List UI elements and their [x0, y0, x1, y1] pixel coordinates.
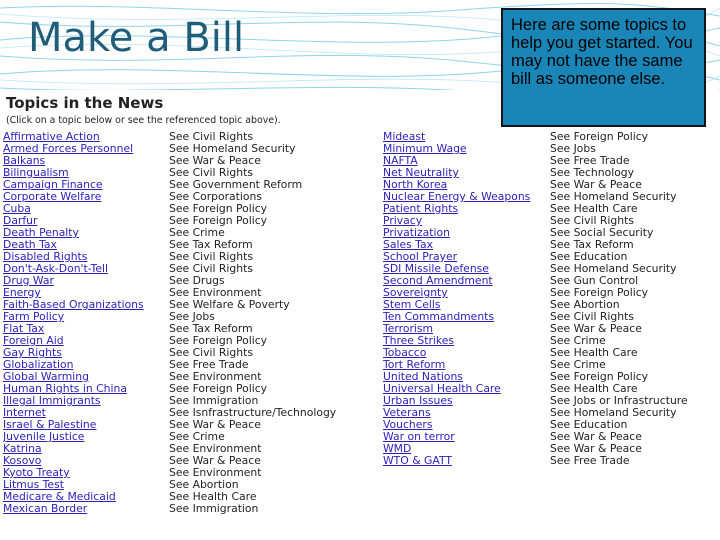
see-reference: See Gun Control [550, 275, 639, 287]
topic-link[interactable]: Second Amendment [383, 275, 493, 287]
topic-row [383, 419, 718, 431]
see-reference: See Health Care [550, 347, 638, 359]
see-reference: See Environment [169, 467, 262, 479]
topic-row [383, 407, 718, 419]
topic-row [3, 143, 374, 155]
topics-left-column [3, 131, 374, 515]
see-reference: See Homeland Security [550, 407, 677, 419]
topic-link[interactable]: Litmus Test [3, 479, 64, 491]
slide-title: Make a Bill [28, 15, 245, 61]
topic-row [3, 467, 374, 479]
see-reference: See Technology [550, 167, 635, 179]
see-reference: See Immigration [169, 395, 259, 407]
topic-link[interactable]: Foreign Aid [3, 335, 64, 347]
topics-heading: Topics in the News [6, 94, 164, 112]
topic-link[interactable]: Global Warming [3, 371, 89, 383]
see-reference: See Civil Rights [169, 251, 253, 263]
topic-row [383, 323, 718, 335]
topic-row [3, 419, 374, 431]
topic-row [383, 287, 718, 299]
topic-row [3, 299, 374, 311]
see-reference: See Tax Reform [169, 239, 253, 251]
see-reference: See Drugs [169, 275, 225, 287]
see-reference: See Abortion [550, 299, 620, 311]
topic-link[interactable]: Ten Commandments [383, 311, 495, 323]
see-reference: See Foreign Policy [169, 335, 268, 347]
topic-row [3, 203, 374, 215]
topic-row [3, 263, 374, 275]
see-reference: See Free Trade [169, 359, 249, 371]
topic-link[interactable]: Darfur [3, 215, 38, 227]
topic-link[interactable]: Three Strikes [383, 335, 455, 347]
see-reference: See Jobs [169, 311, 215, 323]
see-reference: See Civil Rights [550, 215, 634, 227]
topic-row [3, 347, 374, 359]
callout-box: Here are some topics to help you get started. You may not have the same bill as someone else. [501, 8, 706, 127]
see-reference: See Civil Rights [550, 311, 634, 323]
see-reference: See War & Peace [169, 455, 261, 467]
topic-row [3, 503, 374, 515]
topic-row [383, 239, 718, 251]
topics-panel [0, 90, 720, 540]
topic-link[interactable]: Nuclear Energy & Weapons [383, 191, 531, 203]
topic-row [383, 215, 718, 227]
topic-row [383, 299, 718, 311]
topic-link[interactable]: Campaign Finance [3, 179, 103, 191]
see-reference: See Isnfrastructure/Technology [169, 407, 337, 419]
topic-row [383, 143, 718, 155]
see-reference: See Immigration [169, 503, 259, 515]
see-reference: See Crime [169, 431, 225, 443]
topic-link[interactable]: Affirmative Action [3, 131, 100, 143]
topic-link[interactable]: Kyoto Treaty [3, 467, 70, 479]
topic-link[interactable]: SDI Missile Defense [383, 263, 489, 275]
topic-link[interactable]: School Prayer [383, 251, 458, 263]
topic-row [3, 287, 374, 299]
topic-link[interactable]: Israel & Palestine [3, 419, 97, 431]
see-reference: See War & Peace [169, 419, 261, 431]
see-reference: See Education [550, 251, 628, 263]
see-reference: See Jobs or Infrastructure [550, 395, 688, 407]
see-reference: See Tax Reform [550, 239, 634, 251]
see-reference: See War & Peace [550, 323, 642, 335]
topic-link[interactable]: Illegal Immigrants [3, 395, 101, 407]
see-reference: See Foreign Policy [169, 215, 268, 227]
topic-link[interactable]: Urban Issues [383, 395, 453, 407]
see-reference: See Education [550, 419, 628, 431]
topic-link[interactable]: War on terror [383, 431, 455, 443]
topic-row [383, 167, 718, 179]
see-reference: See Abortion [169, 479, 239, 491]
topic-link[interactable]: Mideast [383, 131, 426, 143]
see-reference: See Environment [169, 371, 262, 383]
topic-row [383, 311, 718, 323]
topic-row [383, 179, 718, 191]
topic-row [3, 395, 374, 407]
topic-row [383, 443, 718, 455]
see-reference: See War & Peace [169, 155, 261, 167]
topic-link[interactable]: Privatization [383, 227, 450, 239]
see-reference: See War & Peace [550, 431, 642, 443]
see-reference: See Corporations [169, 191, 262, 203]
topic-row [3, 227, 374, 239]
topic-row [3, 455, 374, 467]
topic-link[interactable]: Globalization [3, 359, 74, 371]
topic-row [3, 131, 374, 143]
topic-link[interactable]: Medicare & Medicaid [3, 491, 116, 503]
topic-row [3, 479, 374, 491]
topic-link[interactable]: Stem Cells [383, 299, 441, 311]
see-reference: See Government Reform [169, 179, 303, 191]
see-reference: See Homeland Security [550, 263, 677, 275]
see-reference: See Civil Rights [169, 263, 253, 275]
topic-row [383, 431, 718, 443]
topic-row [3, 371, 374, 383]
see-reference: See Civil Rights [169, 167, 253, 179]
topic-link[interactable]: Internet [3, 407, 46, 419]
see-reference: See War & Peace [550, 443, 642, 455]
topic-link[interactable]: Juvenile Justice [3, 431, 85, 443]
topic-link[interactable]: Patient Rights [383, 203, 459, 215]
topic-link[interactable]: Death Tax [3, 239, 57, 251]
topic-link[interactable]: Sales Tax [383, 239, 433, 251]
topic-link[interactable]: Bilingualism [3, 167, 69, 179]
topic-row [383, 203, 718, 215]
topic-row [383, 263, 718, 275]
topic-link[interactable]: NAFTA [383, 155, 418, 167]
topic-link[interactable]: Katrina [3, 443, 42, 455]
topic-row [3, 311, 374, 323]
topic-link[interactable]: Don't-Ask-Don't-Tell [3, 263, 109, 275]
see-reference: See Homeland Security [550, 191, 677, 203]
see-reference: See Environment [169, 443, 262, 455]
topics-instructions: (Click on a topic below or see the referenced topic above). [6, 115, 281, 126]
topic-link[interactable]: Death Penalty [3, 227, 79, 239]
see-reference: See Health Care [169, 491, 257, 503]
see-reference: See Jobs [550, 143, 596, 155]
topic-row [383, 227, 718, 239]
topic-link[interactable]: Universal Health Care [383, 383, 501, 395]
see-reference: See Crime [169, 227, 225, 239]
topic-row [383, 335, 718, 347]
topic-row [3, 383, 374, 395]
topic-link[interactable]: Privacy [383, 215, 423, 227]
topic-link[interactable]: United Nations [383, 371, 463, 383]
topic-row [383, 383, 718, 395]
see-reference: See Environment [169, 287, 262, 299]
topic-link[interactable]: Human Rights in China [3, 383, 127, 395]
see-reference: See Crime [550, 359, 606, 371]
topic-row [3, 191, 374, 203]
topics-right-column [383, 131, 718, 467]
topic-link[interactable]: Minimum Wage [383, 143, 467, 155]
see-reference: See Social Security [550, 227, 654, 239]
see-reference: See Foreign Policy [550, 131, 649, 143]
topic-row [3, 167, 374, 179]
topic-row [383, 155, 718, 167]
topic-row [3, 215, 374, 227]
topic-row [3, 251, 374, 263]
topic-link[interactable]: North Korea [383, 179, 448, 191]
see-reference: See Civil Rights [169, 131, 253, 143]
topic-row [3, 179, 374, 191]
topic-row [3, 359, 374, 371]
topic-row [383, 371, 718, 383]
see-reference: See War & Peace [550, 179, 642, 191]
topic-row [383, 191, 718, 203]
topic-link[interactable]: Balkans [3, 155, 46, 167]
topic-row [3, 407, 374, 419]
topic-link[interactable]: Mexican Border [3, 503, 88, 515]
topic-link[interactable]: Farm Policy [3, 311, 65, 323]
topic-link[interactable]: Veterans [383, 407, 431, 419]
see-reference: See Free Trade [550, 155, 630, 167]
topic-link[interactable]: Energy [3, 287, 41, 299]
topic-row [383, 251, 718, 263]
topic-row [383, 131, 718, 143]
topic-row [383, 359, 718, 371]
topic-row [3, 239, 374, 251]
topic-link[interactable]: WTO & GATT [383, 455, 452, 467]
topic-row [3, 431, 374, 443]
topic-row [383, 455, 718, 467]
see-reference: See Welfare & Poverty [169, 299, 290, 311]
topic-row [3, 275, 374, 287]
topic-link[interactable]: Kosovo [3, 455, 42, 467]
see-reference: See Health Care [550, 383, 638, 395]
topic-link[interactable]: Drug War [3, 275, 54, 287]
see-reference: See Foreign Policy [550, 287, 649, 299]
topic-row [3, 155, 374, 167]
topic-row [383, 395, 718, 407]
topic-link[interactable]: Cuba [3, 203, 31, 215]
see-reference: See Health Care [550, 203, 638, 215]
topic-link[interactable]: Disabled Rights [3, 251, 88, 263]
topic-row [3, 335, 374, 347]
topic-link[interactable]: Vouchers [383, 419, 433, 431]
see-reference: See Foreign Policy [169, 203, 268, 215]
topic-link[interactable]: Faith-Based Organizations [3, 299, 144, 311]
see-reference: See Homeland Security [169, 143, 296, 155]
topic-row [3, 443, 374, 455]
see-reference: See Crime [550, 335, 606, 347]
topic-link[interactable]: Sovereignty [383, 287, 448, 299]
topic-link[interactable]: Net Neutrality [383, 167, 459, 179]
topic-link[interactable]: Gay Rights [3, 347, 62, 359]
see-reference: See Free Trade [550, 455, 630, 467]
see-reference: See Foreign Policy [169, 383, 268, 395]
topic-link[interactable]: Corporate Welfare [3, 191, 102, 203]
topic-link[interactable]: Tobacco [383, 347, 427, 359]
see-reference: See Tax Reform [169, 323, 253, 335]
topic-link[interactable]: Flat Tax [3, 323, 45, 335]
topic-row [3, 323, 374, 335]
topic-link[interactable]: Armed Forces Personnel [3, 143, 134, 155]
topic-link[interactable]: Terrorism [383, 323, 434, 335]
topic-row [383, 347, 718, 359]
topic-link[interactable]: WMD [383, 443, 412, 455]
see-reference: See Civil Rights [169, 347, 253, 359]
see-reference: See Foreign Policy [550, 371, 649, 383]
topic-row [3, 491, 374, 503]
topic-link[interactable]: Tort Reform [383, 359, 446, 371]
topic-row [383, 275, 718, 287]
